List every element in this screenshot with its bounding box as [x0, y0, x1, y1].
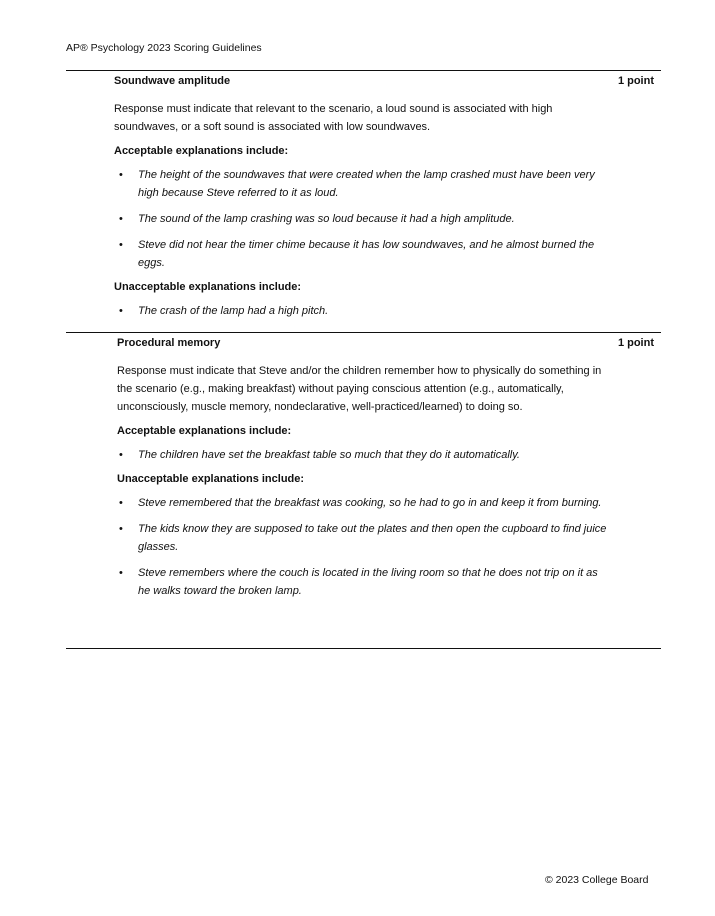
- section-points: 1 point: [617, 337, 654, 349]
- requirement-text: Response must indicate that relevant to the scenario, a loud sound is associated with high soundwaves, or a soft sound is associated with low soundwaves.: [114, 103, 553, 133]
- unacceptable-heading: Unacceptable explanations include:: [114, 281, 302, 293]
- bullet-icon: •: [119, 567, 123, 579]
- bullet-icon: •: [119, 305, 123, 317]
- requirement-text: Response must indicate that Steve and/or the children remember how to physically do something in the scenario (e.g., making breakfast) without paying conscious attention (e.g., automatically, unconsciously, muscle memory, nondeclarative, well-practiced/learned) to doing so.: [117, 365, 602, 413]
- list-item: [119, 236, 608, 272]
- list-item: [119, 210, 608, 228]
- acceptable-list: [66, 166, 661, 272]
- bullet-icon: •: [119, 497, 123, 509]
- section-title: Soundwave amplitude: [114, 75, 231, 87]
- copyright-footer: © 2023 College Board: [545, 874, 649, 886]
- section-header: [66, 336, 661, 354]
- unacceptable-list: [66, 494, 661, 600]
- list-item-text: Steve remembered that the breakfast was cooking, so he had to go in and keep it from burning.: [138, 497, 602, 509]
- unacceptable-heading: Unacceptable explanations include:: [117, 473, 305, 485]
- list-item-text: Steve remembers where the couch is located in the living room so that he does not trip on it as he walks toward the broken lamp.: [138, 567, 598, 597]
- list-item-text: The kids know they are supposed to take out the plates and then open the cupboard to find juice glasses.: [138, 523, 607, 553]
- list-item: [119, 520, 608, 556]
- acceptable-heading: Acceptable explanations include:: [114, 145, 289, 157]
- unacceptable-list: [66, 302, 661, 320]
- bullet-icon: •: [119, 523, 123, 535]
- list-item-text: The crash of the lamp had a high pitch.: [138, 305, 329, 317]
- top-rule: [66, 70, 661, 71]
- list-item: [119, 302, 608, 320]
- list-item: [119, 494, 608, 512]
- section-soundwave-amplitude: [66, 74, 661, 320]
- bullet-icon: •: [119, 213, 123, 225]
- section-procedural-memory: [66, 336, 661, 600]
- section-title: Procedural memory: [117, 337, 221, 349]
- acceptable-list: [66, 446, 661, 464]
- list-item: [119, 166, 608, 202]
- section-header: [66, 74, 661, 92]
- list-item-text: The children have set the breakfast table so much that they do it automatically.: [138, 449, 520, 461]
- list-item: [119, 564, 608, 600]
- bullet-icon: •: [119, 239, 123, 251]
- section-points: 1 point: [617, 75, 654, 87]
- bullet-icon: •: [119, 169, 123, 181]
- list-item-text: The height of the soundwaves that were created when the lamp crashed must have been very high because Steve referred to it as loud.: [138, 169, 595, 199]
- list-item-text: Steve did not hear the timer chime because it has low soundwaves, and he almost burned the eggs.: [138, 239, 595, 269]
- bullet-icon: •: [119, 449, 123, 461]
- list-item: [119, 446, 608, 464]
- acceptable-heading: Acceptable explanations include:: [117, 425, 292, 437]
- running-head: AP® Psychology 2023 Scoring Guidelines: [66, 42, 262, 54]
- section-divider-rule: [66, 332, 661, 333]
- bottom-rule: [66, 648, 661, 649]
- list-item-text: The sound of the lamp crashing was so loud because it had a high amplitude.: [138, 213, 515, 225]
